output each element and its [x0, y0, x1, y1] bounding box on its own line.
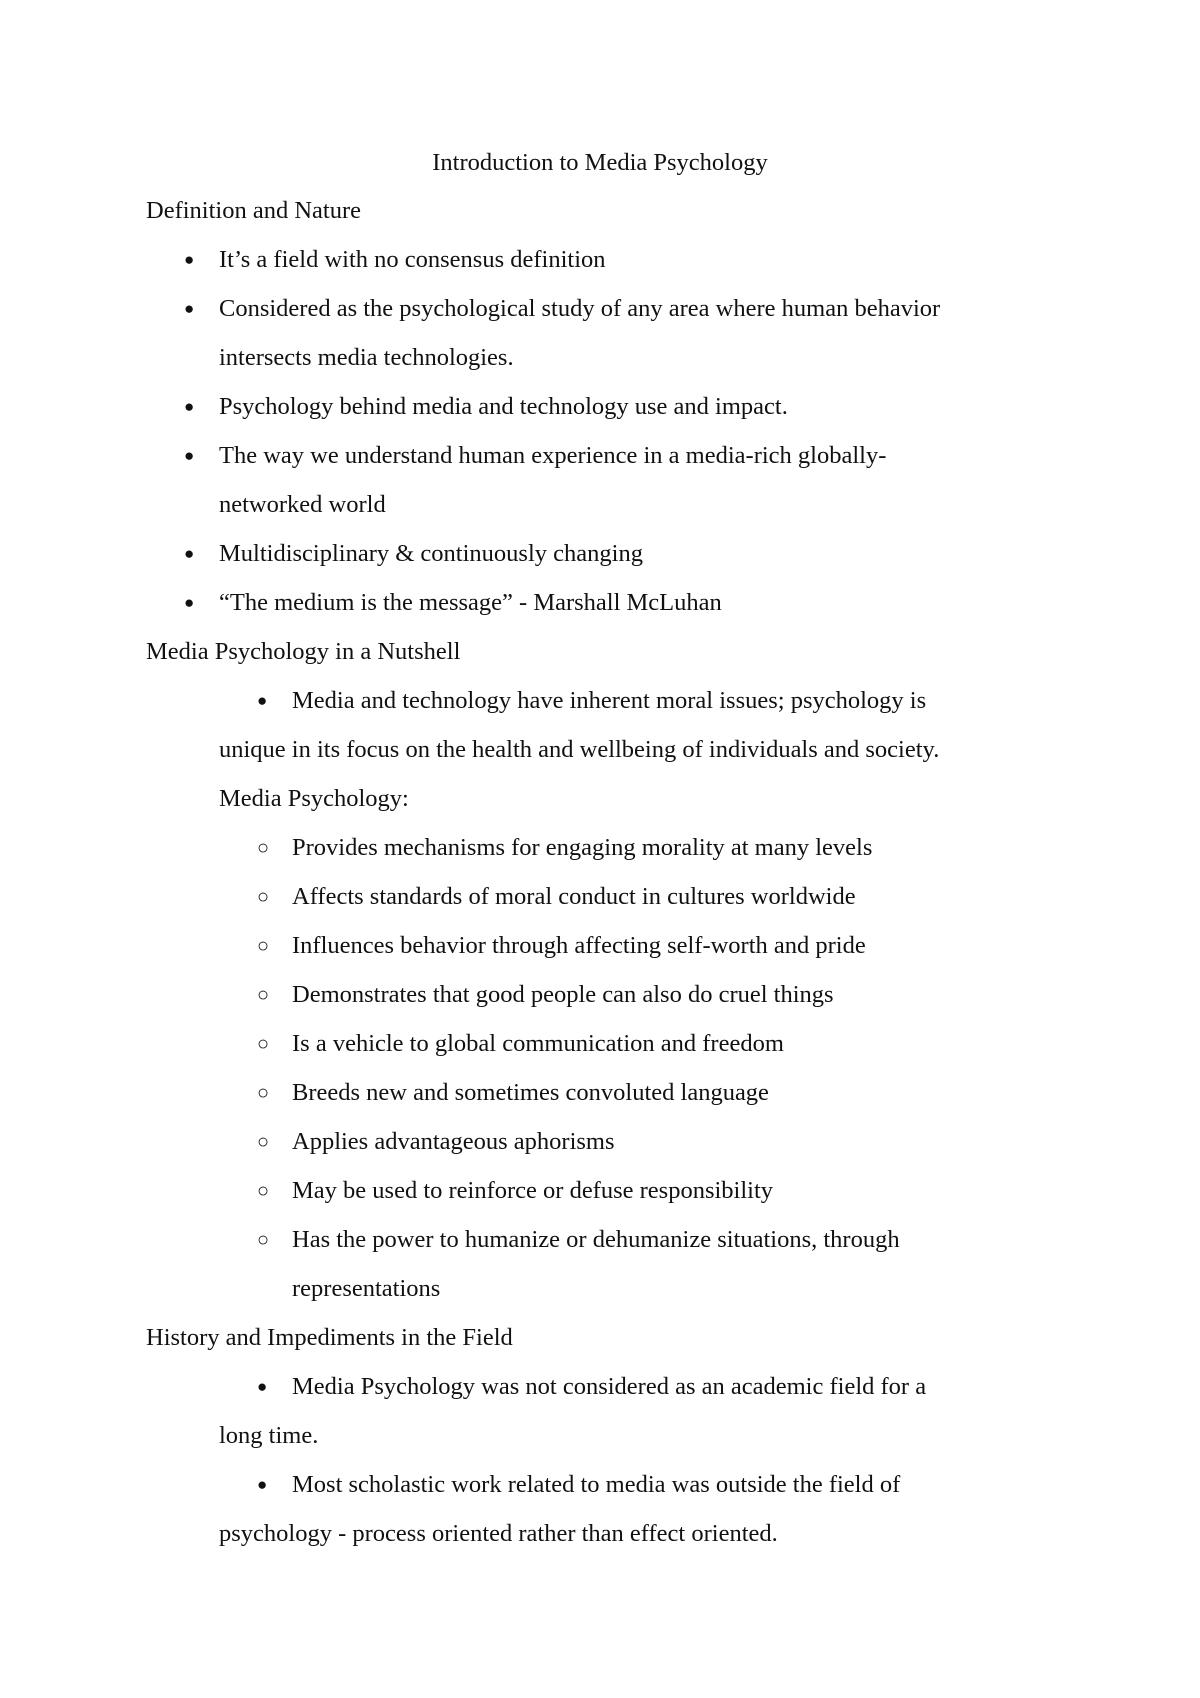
bullet-marker: ●: [184, 593, 195, 612]
sub-list-item: Influences behavior through affecting self-worth and pride: [292, 932, 866, 959]
sub-list-item: Provides mechanisms for engaging morality at many levels: [292, 834, 873, 861]
bullet-marker: ●: [257, 1475, 268, 1494]
sub-list-item: Is a vehicle to global communication and freedom: [292, 1030, 784, 1057]
sub-bullet-marker: ○: [257, 1033, 270, 1055]
section-heading-nutshell: Media Psychology in a Nutshell: [146, 638, 461, 665]
list-item-continuation: unique in its focus on the health and wellbeing of individuals and society.: [219, 736, 940, 763]
sub-bullet-marker: ○: [257, 984, 270, 1006]
list-item: Multidisciplinary & continuously changing: [219, 540, 643, 567]
sub-bullet-marker: ○: [257, 886, 270, 908]
bullet-marker: ●: [257, 691, 268, 710]
section-heading-history: History and Impediments in the Field: [146, 1324, 513, 1351]
list-item: Most scholastic work related to media was outside the field of: [292, 1471, 901, 1498]
sub-list-item: Breeds new and sometimes convoluted language: [292, 1079, 769, 1106]
sub-bullet-marker: ○: [257, 1131, 270, 1153]
list-item: Media and technology have inherent moral issues; psychology is: [292, 687, 927, 714]
bullet-marker: ●: [184, 397, 195, 416]
list-item: Considered as the psychological study of any area where human behavior: [219, 295, 941, 322]
bullet-marker: ●: [184, 299, 195, 318]
bullet-marker: ●: [184, 544, 195, 563]
sub-bullet-marker: ○: [257, 935, 270, 957]
sub-list-item: Demonstrates that good people can also do cruel things: [292, 981, 834, 1008]
page-title: Introduction to Media Psychology: [432, 149, 768, 176]
list-item-continuation: intersects media technologies.: [219, 344, 514, 371]
list-item-continuation: Media Psychology:: [219, 785, 409, 812]
sub-list-item: Affects standards of moral conduct in cultures worldwide: [292, 883, 856, 910]
sub-list-item-continuation: representations: [292, 1275, 441, 1302]
list-item-continuation: long time.: [219, 1422, 319, 1449]
list-item-continuation: psychology - process oriented rather than effect oriented.: [219, 1520, 778, 1547]
sub-list-item: Has the power to humanize or dehumanize situations, through: [292, 1226, 900, 1253]
list-item: The way we understand human experience in a media-rich globally-: [219, 442, 887, 469]
bullet-marker: ●: [184, 250, 195, 269]
sub-list-item: Applies advantageous aphorisms: [292, 1128, 615, 1155]
section-heading-definition: Definition and Nature: [146, 197, 361, 224]
bullet-marker: ●: [257, 1377, 268, 1396]
list-item: Media Psychology was not considered as an academic field for a: [292, 1373, 927, 1400]
bullet-marker: ●: [184, 446, 195, 465]
list-item: Psychology behind media and technology use and impact.: [219, 393, 788, 420]
sub-list-item: May be used to reinforce or defuse responsibility: [292, 1177, 774, 1204]
list-item: It’s a field with no consensus definition: [219, 246, 606, 273]
sub-bullet-marker: ○: [257, 1180, 270, 1202]
sub-bullet-marker: ○: [257, 1229, 270, 1251]
list-item-continuation: networked world: [219, 491, 386, 518]
sub-bullet-marker: ○: [257, 1082, 270, 1104]
sub-bullet-marker: ○: [257, 837, 270, 859]
list-item: “The medium is the message” - Marshall McLuhan: [219, 589, 722, 616]
